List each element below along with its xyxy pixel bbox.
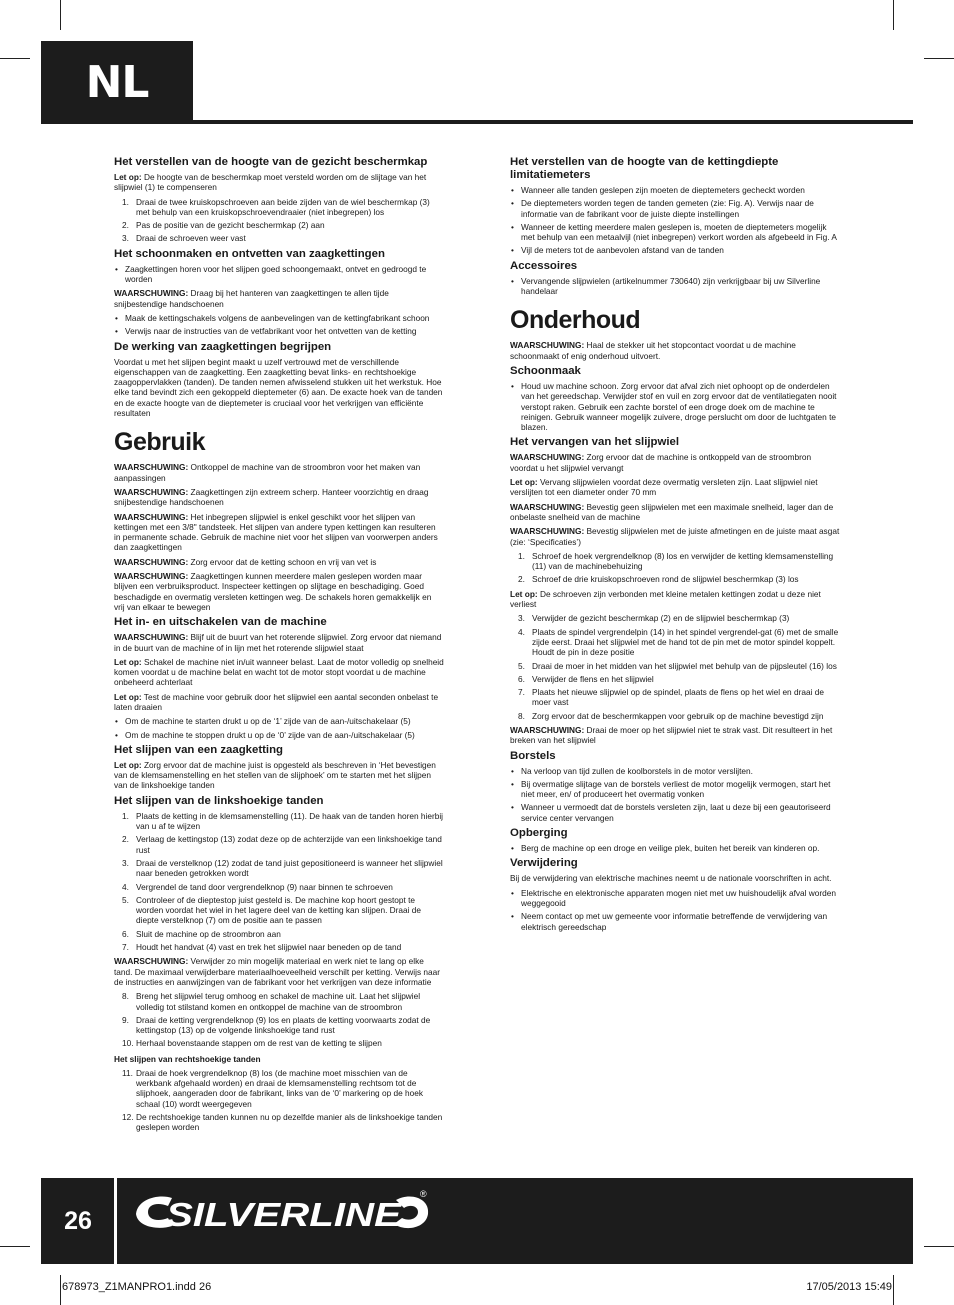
step-text: Draai de ketting vergrendelknop (9) los en plaats de ketting voorwaarts zodat de kettingstop (13) op de volgende linkshoekige tand rust xyxy=(136,1014,431,1036)
step-number: 11. xyxy=(122,1067,133,1078)
section-title: Borstels xyxy=(510,749,556,762)
step-text: Verwijder de flens en het slijpwiel xyxy=(532,673,654,684)
step-text: Schroef de hoek vergrendelknop (8) los en verwijder de ketting klemsamenstelling (11) van de machinebehuizing xyxy=(532,550,834,572)
step-item xyxy=(114,895,444,926)
list-item: • Wanneer alle tanden geslepen zijn moeten de dieptemeters gecheckt worden xyxy=(510,185,840,195)
step-number: 6. xyxy=(122,928,129,939)
section-title: Het in- en uitschakelen van de machine xyxy=(114,616,327,629)
section-title: Verwijdering xyxy=(510,857,578,870)
step-number: 6. xyxy=(518,673,525,684)
step-item xyxy=(114,811,444,832)
step-item xyxy=(114,233,444,243)
section-title: Het vervangen van het slijpwiel xyxy=(510,436,680,449)
step-number: 4. xyxy=(122,881,129,892)
section-title: Het verstellen van de hoogte van de gezicht beschermkap xyxy=(114,156,428,168)
step-text: Draai de moer in het midden van het slijpwiel met behulp van de pijpsleutel (16) los xyxy=(532,660,837,671)
paragraph: Bij de verwijdering van elektrische machines neemt u de nationale voorschriften in acht. xyxy=(510,873,832,884)
step-number: 5. xyxy=(122,894,129,905)
footer-divider xyxy=(114,1178,117,1264)
steps-list xyxy=(114,197,444,244)
step-item xyxy=(114,1068,444,1109)
section-title: De werking van zaagkettingen begrijpen xyxy=(114,340,332,353)
step-number: 8. xyxy=(518,710,525,721)
step-item xyxy=(510,551,840,572)
step-item xyxy=(114,991,444,1012)
step-text: Plaats de spindel vergrendelpin (14) in het spindel vergrendel-gat (6) met de smalle zijde eerst. Draai het slijpwiel met de hand tot de pin met de motor spindel koppelt. Houdt de pin in deze positie xyxy=(532,626,839,658)
note: Let op: Vervang slijpwielen voordat deze overmatig versleten zijn. Laat slijpwiel niet verslijten tot een diameter onder 70 mm xyxy=(510,477,818,498)
step-number: 2. xyxy=(122,220,129,231)
warning: WAARSCHUWING: Ontkoppel de machine van de stroombron voor het maken van aanpassingen xyxy=(114,462,421,483)
step-number: 1. xyxy=(518,550,525,561)
note: Let op: Test de machine voor gebruik door het slijpwiel een aantal seconden onbelast te laten draaien xyxy=(114,691,439,712)
warning: WAARSCHUWING: Zaagkettingen zijn extreem scherp. Hanteer voorzichtig en draag snijbestendige handschoenen xyxy=(114,486,429,508)
list-item: • Berg de machine op een droge en veilige plek, buiten het bereik van kinderen op. xyxy=(510,843,840,853)
warning: WAARSCHUWING: Zaagkettingen kunnen meerdere malen geslepen worden maar blijven een verbruiksproduct. Inspecteer kettingen op slijtage en beschadiging. Goed beschadigde en overmatig versleten kettingen weg. De schakels horen gemakkelijk en vrij van elkaar te bewegen xyxy=(114,571,432,612)
bullet-list xyxy=(114,264,444,285)
bullet-list xyxy=(510,766,840,823)
step-number: 2. xyxy=(122,834,129,845)
warning: WAARSCHUWING: Blijf uit de buurt van het roterende slijpwiel. Zorg ervoor dat niemand in de buurt van de machine of in lijn met het roterende slijpwiel staat xyxy=(114,632,442,653)
warning: WAARSCHUWING: Draai de moer op het slijpwiel niet te strak vast. Dit resulteert in het breken van het slijpwiel xyxy=(510,724,833,746)
step-item xyxy=(114,882,444,892)
header-rule xyxy=(41,120,913,124)
step-text: Sluit de machine op de stroombron aan xyxy=(136,928,281,939)
steps-list xyxy=(114,991,444,1048)
list-item: • Wanneer u vermoedt dat de borstels versleten zijn, laat u deze bij een geautoriseerd service center vervangen xyxy=(510,802,840,823)
list-item: • De dieptemeters worden tegen de tanden gemeten (zie: Fig. A). Verwijs naar de informatie van de fabrikant voor de juiste diepte instellingen xyxy=(510,198,840,219)
bullet-list xyxy=(114,313,444,337)
paragraph: Voordat u met het slijpen begint maakt u uzelf vertrouwd met de verschillende eigenschappen van de zaagketting. Een zaagketting bevat links- en rechtshoekige zaagoppervlakken (tanden). De tanden nemen afwisselend stukken uit het werkstuk. Hoe elke tand bevindt zich een gekoppeld dieptemeter (6) aan. De exacte hoek van de tanden en de exacte hoogte van de dieptemeter is cruciaal voor het verkrijgen van efficiënte resultaten xyxy=(114,356,443,419)
warning: WAARSCHUWING: Zorg ervoor dat de ketting schoon en vrij van vet is xyxy=(114,556,377,567)
step-text: Zorg ervoor dat de beschermkappen voor gebruik op de machine bevestigd zijn xyxy=(532,710,824,721)
registered-mark: ® xyxy=(420,1189,427,1199)
section-title: Opberging xyxy=(510,827,568,840)
right-column xyxy=(510,152,840,936)
left-column xyxy=(114,152,444,1136)
brand-wordmark: SILVERLINE xyxy=(166,1196,403,1233)
section-title: Het schoonmaken en ontvetten van zaagkettingen xyxy=(114,247,385,260)
note: Let op: De schroeven zijn verbonden met kleine metalen kettingen zodat u deze niet verliest xyxy=(510,588,821,610)
warning: WAARSCHUWING: Zorg ervoor dat de machine is ontkoppeld van de stroombron voordat u het slijpwiel vervangt xyxy=(510,452,812,473)
step-text: Draai de schroeven weer vast xyxy=(136,233,246,244)
step-item xyxy=(114,1112,444,1133)
step-number: 5. xyxy=(518,660,525,671)
list-item: • Bij overmatige slijtage van de borstels verliest de motor mogelijk vermogen, start het niet meer, en/ of produceert het overmatig vonken xyxy=(510,779,840,800)
step-text: Schroef de drie kruiskopschroeven rond de slijpwiel beschermkap (3) los xyxy=(532,574,799,585)
warning: WAARSCHUWING: Bevestig slijpwielen met de juiste afmetingen en de juiste maat asgat (zie: ‘Specificaties’) xyxy=(510,526,840,547)
page-number: 26 xyxy=(64,1206,92,1235)
note: Let op: De hoogte van de beschermkap moet versteld worden om de slijtage van het slijpwiel (1) te compenseren xyxy=(114,172,427,193)
bullet-list xyxy=(510,185,840,256)
subsection-title: Het slijpen van rechtshoekige tanden xyxy=(114,1053,261,1064)
step-text: Draai de hoek vergrendelknop (8) los (de machine moet misschien van de werkbank afgehaald worden) en draai de klemsamenstelling rechtsom tot de slijphoek, aangeraden door de fabrikant, links van de ‘0’ markering op de hoek schaal (10) wordt weergegeven xyxy=(136,1067,424,1109)
warning: WAARSCHUWING: Verwijder zo min mogelijk materiaal en werk niet te lang op elke tand. De maximaal verwijderbare materiaalhoeveelheid verschilt per ketting. Verwijs naar de instructies en aanwijzingen van de fabrikant voor het verkrijgen van deze informatie xyxy=(114,956,441,987)
crop-mark xyxy=(893,0,894,30)
step-text: Breng het slijpwiel terug omhoog en schakel de machine uit. Laat het slijpwiel volledig tot stilstand komen en ontkoppel de machine van de stroombron xyxy=(136,991,421,1012)
language-tab: NL xyxy=(41,41,193,123)
step-text: Herhaal bovenstaande stappen om de rest van de ketting te slijpen xyxy=(136,1038,382,1049)
step-number: 8. xyxy=(122,991,129,1002)
step-item xyxy=(114,220,444,230)
section-title: Het verstellen van de hoogte van de kettingdiepte limitatiemeters xyxy=(510,156,779,181)
crop-mark xyxy=(0,58,30,59)
step-item xyxy=(114,197,444,218)
list-item: • Verwijs naar de instructies van de vetfabrikant voor het ontvetten van de ketting xyxy=(114,326,444,336)
step-number: 4. xyxy=(518,626,525,637)
print-file-info: 678973_Z1MANPRO1.indd 26 xyxy=(62,1281,212,1293)
step-number: 7. xyxy=(518,687,525,698)
list-item: • Vijl de meters tot de aanbevolen afstand van de tanden xyxy=(510,245,840,255)
note: Let op: Zorg ervoor dat de machine juist is opgesteld als beschreven in ‘Het bevestigen van de klemsamenstelling en het stellen van de slijphoek’ om te starten met het slijpen van de linkshoekige tanden xyxy=(114,759,436,791)
step-item xyxy=(510,661,840,671)
chapter-title: Onderhoud xyxy=(510,306,641,335)
step-number: 1. xyxy=(122,196,129,207)
section-title: Het slijpen van de linkshoekige tanden xyxy=(114,794,324,807)
silverline-logo xyxy=(134,1188,434,1238)
crop-mark xyxy=(924,1246,954,1247)
section-title: Het slijpen van een zaagketting xyxy=(114,743,284,756)
note: Let op: Schakel de machine niet in/uit wanneer belast. Laat de motor volledig op snelheid komen voordat u de machine belat en wacht tot de motor stopt voordat u de machine onbeheerd achterlaat xyxy=(114,656,444,688)
step-text: Plaats het nieuwe slijpwiel op de spindel, plaats de flens op het wiel en draai de moer vast xyxy=(532,687,824,708)
step-text: Draai de twee kruiskopschroeven aan beide zijden van de wiel beschermkap (3) met behulp van een kruiskopschroevendraaier (niet inbegrepen) los xyxy=(136,196,430,217)
warning-group xyxy=(114,462,444,612)
step-text: Draai de verstelknop (12) zodat de tand juist gepositioneerd is wanneer het slijpwiel naar beneden getrokken wordt xyxy=(136,857,443,879)
chapter-title: Gebruik xyxy=(114,428,205,457)
section-title: Accessoires xyxy=(510,259,578,272)
list-item: • Maak de kettingschakels volgens de aanbevelingen van de kettingfabrikant schoon xyxy=(114,313,444,323)
step-text: Verlaag de kettingstop (13) zodat deze op de achterzijde van een linkshoekige tand rust xyxy=(136,834,442,855)
step-number: 2. xyxy=(518,574,525,585)
list-item: • Vervangende slijpwielen (artikelnummer 730640) zijn verkrijgbaar bij uw Silverline handelaar xyxy=(510,276,840,297)
crop-mark xyxy=(893,1275,894,1305)
step-number: 3. xyxy=(122,233,129,244)
step-item xyxy=(510,613,840,623)
bullet-list xyxy=(510,381,840,432)
step-number: 9. xyxy=(122,1014,129,1025)
step-item xyxy=(114,834,444,855)
step-item xyxy=(114,1015,444,1036)
step-item xyxy=(510,627,840,658)
step-text: Plaats de ketting in de klemsamenstelling (11). De haak van de tanden horen hierbij van u af te wijzen xyxy=(136,810,444,832)
step-number: 1. xyxy=(122,810,129,821)
warning: WAARSCHUWING: Bevestig geen slijpwielen met een maximale snelheid, lager dan de onbelaste snelheid van de machine xyxy=(510,501,834,522)
step-item xyxy=(114,942,444,952)
step-item xyxy=(114,858,444,879)
print-date-info: 17/05/2013 15:49 xyxy=(806,1281,892,1293)
step-item xyxy=(510,674,840,684)
warning: WAARSCHUWING: Het inbegrepen slijpwiel is enkel geschikt voor het slijpen van kettingen met een 3/8" tandsteek. Het slijpen van andere typen kettingen kan resulteren in permanente schade. Gebruik de machine niet voor het slijpen van voorwerpen anders dan zaagkettingen xyxy=(114,511,438,553)
step-item xyxy=(510,687,840,708)
step-number: 7. xyxy=(122,942,129,953)
step-number: 10. xyxy=(122,1038,134,1049)
bullet-list xyxy=(114,716,444,740)
step-item xyxy=(114,929,444,939)
crop-mark xyxy=(60,0,61,30)
list-item: • Om de machine te stoppen drukt u op de ‘0’ zijde van de aan-/uitschakelaar (5) xyxy=(114,730,444,740)
step-text: Houdt het handvat (4) vast en trek het slijpwiel naar beneden op de tand xyxy=(136,942,402,953)
warning: WAARSCHUWING: Haal de stekker uit het stopcontact voordat u de machine schoonmaakt of enig onderhoud uitvoert. xyxy=(510,340,796,361)
list-item: • Zaagkettingen horen voor het slijpen goed schoongemaakt, ontvet en gedroogd te worden xyxy=(114,264,444,285)
list-item: • Wanneer de ketting meerdere malen geslepen is, moeten de dieptemeters mogelijk met behulp van een metaalvijl (niet inbegrepen) verkort worden als afgebeeld in Fig. A xyxy=(510,222,840,243)
bullet-list xyxy=(510,843,840,853)
bullet-list xyxy=(510,888,840,932)
step-text: Pas de positie van de gezicht beschermkap (2) aan xyxy=(136,220,325,231)
step-item xyxy=(510,711,840,721)
step-text: Verwijder de gezicht beschermkap (2) en de slijpwiel beschermkap (3) xyxy=(532,613,790,624)
steps-list xyxy=(510,551,840,585)
step-item xyxy=(510,574,840,584)
list-item: • Houd uw machine schoon. Zorg ervoor dat afval zich niet ophoopt op de onderdelen van het gereedschap. Verwijder stof en vuil en zorg ervoor dat de ventilatiegaten nooit verstopt raken. Gebruik een zachte borstel of een droge doek om de machine te reinigen. Gebruik wanneer mogelijk zuivere, droge perslucht om door de luchtgaten te blazen. xyxy=(510,381,840,432)
warning: WAARSCHUWING: Draag bij het hanteren van zaagkettingen te allen tijde snijbestendige handschoenen xyxy=(114,288,389,309)
list-item: • Elektrische en elektronische apparaten mogen niet met uw huishoudelijk afval worden weggegooid xyxy=(510,888,840,909)
list-item: • Neem contact op met uw gemeente voor informatie betreffende de verwijdering van elektrisch gereedschap xyxy=(510,911,840,932)
crop-mark xyxy=(0,1246,30,1247)
step-number: 3. xyxy=(518,613,525,624)
bullet-list xyxy=(510,276,840,297)
step-number: 12. xyxy=(122,1111,134,1122)
step-text: De rechtshoekige tanden kunnen nu op dezelfde manier als de linkshoekige tanden geslepen worden xyxy=(136,1111,443,1133)
steps-list xyxy=(114,1068,444,1133)
crop-mark xyxy=(60,1275,61,1305)
steps-list xyxy=(510,613,840,721)
step-text: Vergrendel de tand door vergrendelknop (9) naar binnen te schroeven xyxy=(136,881,393,892)
step-item xyxy=(114,1038,444,1048)
step-text: Controleer of de dieptestop juist gesteld is. De machine kop hoort gestopt te worden voordat het wiel in het lagere deel van de ketting kan slijpen. Draai de diepte verstelknop (7) om de positie aan te passen xyxy=(136,894,422,926)
section-title: Schoonmaak xyxy=(510,364,581,377)
crop-mark xyxy=(924,58,954,59)
step-number: 3. xyxy=(122,857,129,868)
list-item: • Na verloop van tijd zullen de koolborstels in de motor verslijten. xyxy=(510,766,840,776)
list-item: • Om de machine te starten drukt u op de ‘1’ zijde van de aan-/uitschakelaar (5) xyxy=(114,716,444,726)
steps-list xyxy=(114,811,444,953)
